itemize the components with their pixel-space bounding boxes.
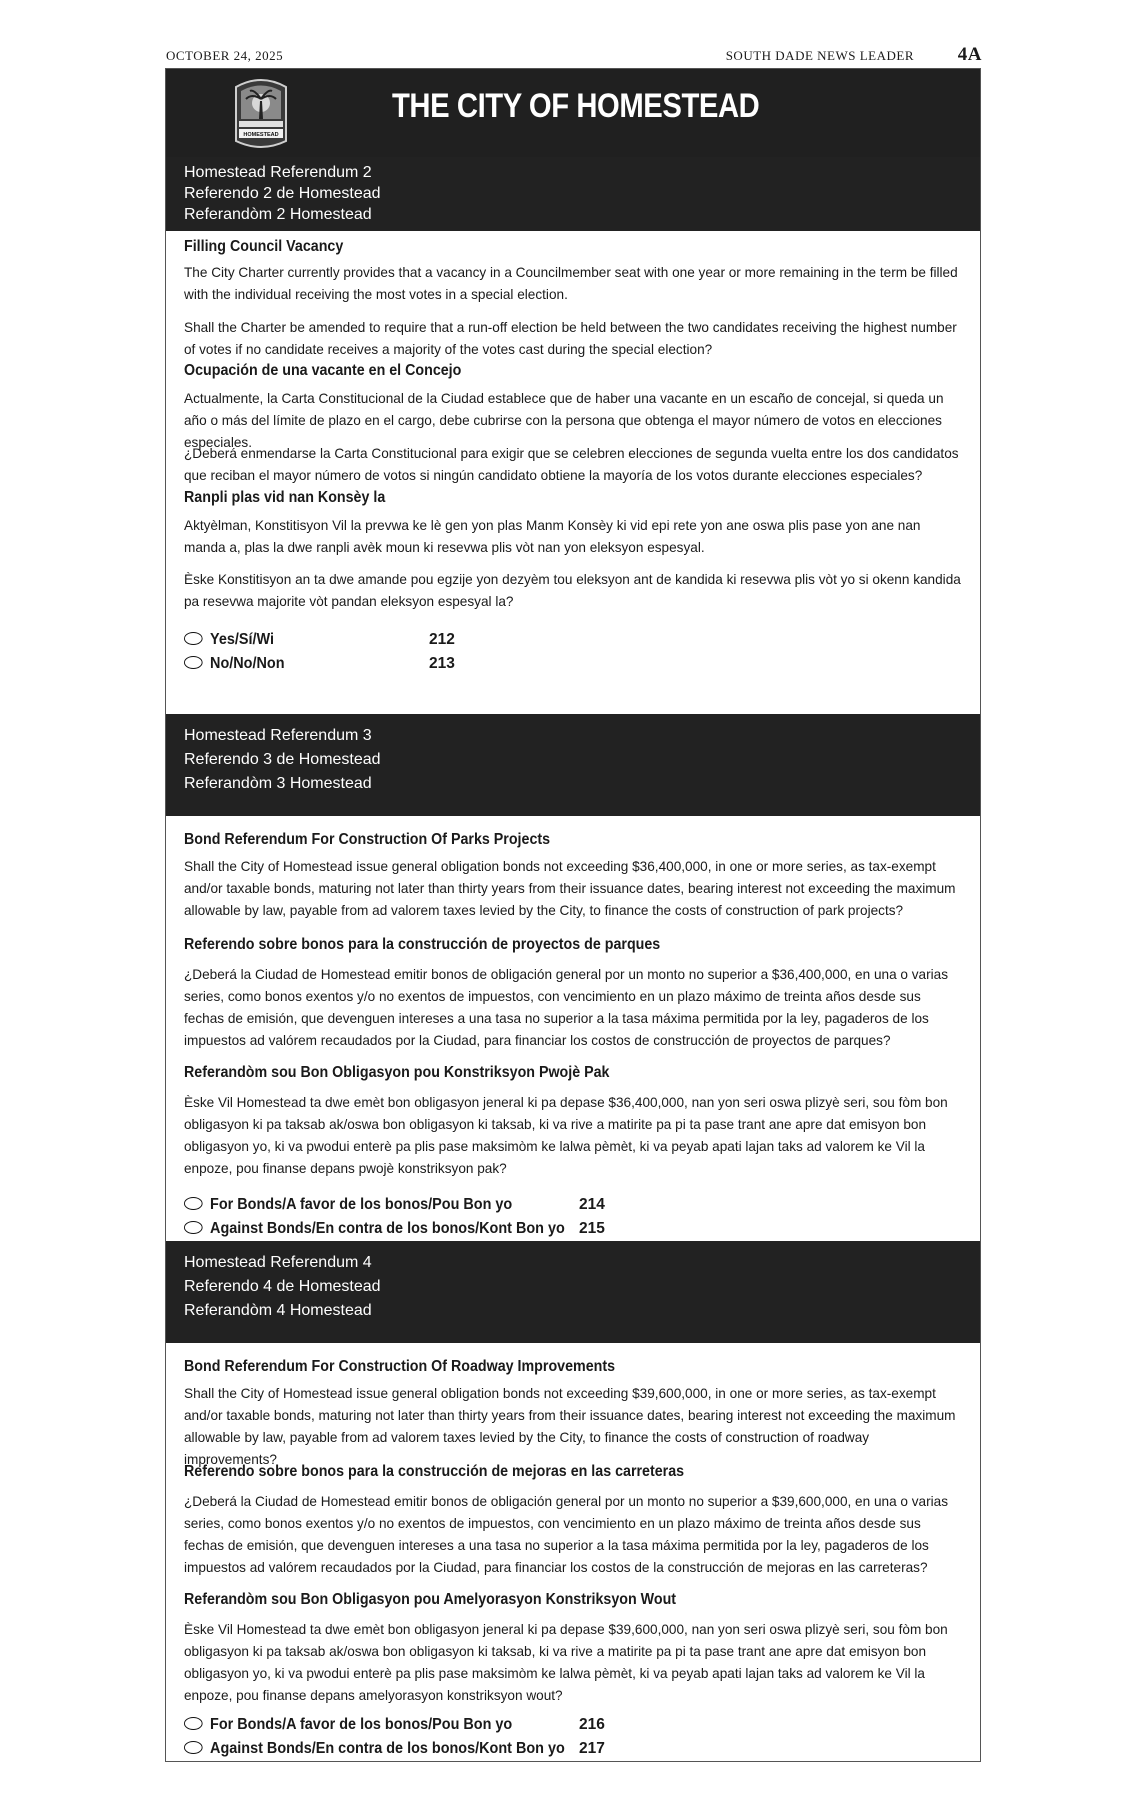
masthead bbox=[166, 44, 982, 66]
referendum-title-ht: Referandòm 4 Homestead bbox=[184, 1302, 372, 1319]
vote-option-for[interactable] bbox=[184, 1716, 512, 1734]
section-heading-en: Bond Referendum For Construction Of Roadway Improvements bbox=[184, 1358, 616, 1375]
choice-label: For Bonds/A favor de los bonos/Pou Bon yo bbox=[210, 1196, 513, 1213]
referendum-title-es: Referendo 3 de Homestead bbox=[184, 751, 381, 768]
page-number: 4A bbox=[957, 44, 982, 65]
section-heading-ht: Ranpli plas vid nan Konsèy la bbox=[184, 489, 386, 506]
choice-code: 213 bbox=[429, 655, 455, 672]
referendum-title-es: Referendo 2 de Homestead bbox=[184, 185, 381, 202]
choice-code: 217 bbox=[579, 1740, 605, 1757]
issue-date: OCTOBER 24, 2025 bbox=[166, 48, 284, 63]
paragraph: Èske Vil Homestead ta dwe emèt bon obligasyon jeneral ki pa depase $36,400,000, nan yon seri oswa plizyè seri, sou fòm bon obligasyon ki pa taksab ak/oswa bon obligasyon ki taksab, ki va rive a matirite pa pi ta pase trant ane apre dat emisyon bon obligasyon yo, ki va pwodui enterè pa plis pase maksimòm ke lalwa pèmèt, ki va peyab apati lajan taks ad valorem ke Vil la enpoze, pou finanse depans pwojè konstriksyon pak? bbox=[184, 1095, 948, 1176]
vote-option-for[interactable] bbox=[184, 1196, 512, 1214]
title-bar bbox=[166, 69, 980, 157]
city-seal-icon bbox=[232, 75, 290, 149]
referendum-2-header bbox=[166, 157, 980, 231]
vote-oval-icon[interactable] bbox=[184, 1717, 203, 1730]
choice-label: Yes/Sí/Wi bbox=[210, 631, 275, 648]
vote-oval-icon[interactable] bbox=[184, 1221, 203, 1234]
choice-code: 212 bbox=[429, 631, 455, 648]
paragraph: Aktyèlman, Konstitisyon Vil la prevwa ke lè gen yon plas Manm Konsèy ki vid epi rete yon ane oswa plis pase yon ane nan manda a, plas la dwe ranpli avèk moun ki resevwa plis vòt nan yon eleksyon espesyal. bbox=[184, 518, 921, 555]
referendum-4-header bbox=[166, 1241, 980, 1343]
paragraph: Actualmente, la Carta Constitucional de la Ciudad establece que de haber una vacante en un escaño de concejal, si queda un año o más del límite de plazo en el cargo, debe cubrirse con la persona que obtenga el mayor número de votos en elecciones especiales. bbox=[184, 391, 944, 450]
section-heading-en: Bond Referendum For Construction Of Parks Projects bbox=[184, 831, 551, 848]
paragraph: ¿Deberá enmendarse la Carta Constitucional para exigir que se celebren elecciones de segunda vuelta entre los dos candidatos que reciban el mayor número de votos si ningún candidato obtiene la mayoría de los votos durante elecciones especiales? bbox=[184, 446, 959, 483]
vote-oval-icon[interactable] bbox=[184, 1741, 203, 1754]
referendum-title-en: Homestead Referendum 4 bbox=[184, 1254, 372, 1271]
paragraph: Èske Vil Homestead ta dwe emèt bon obligasyon jeneral ki pa depase $39,600,000, nan yon seri oswa plizyè seri, sou fòm bon obligasyon ki pa taksab ak/oswa bon obligasyon ki taksab, ki va rive a matirite pa pi ta pase trant ane apre dat emisyon bon obligasyon yo, ki va pwodui enterè pa plis pase maksimòm ke lalwa pèmèt, ki va peyab apati lajan taks ad valorem ke Vil la enpoze, pou finanse depans amelyorasyon konstriksyon wout? bbox=[184, 1622, 948, 1703]
vote-oval-icon[interactable] bbox=[184, 632, 203, 645]
vote-option-no[interactable] bbox=[184, 655, 285, 673]
referendum-title-en: Homestead Referendum 3 bbox=[184, 727, 372, 744]
paragraph: Shall the Charter be amended to require that a run-off election be held between the two candidates receiving the highest number of votes if no candidate receives a majority of the votes cast during the special election? bbox=[184, 320, 957, 357]
choice-label: No/No/Non bbox=[210, 655, 285, 672]
section-heading-es: Referendo sobre bonos para la construcción de mejoras en las carreteras bbox=[184, 1463, 685, 1480]
choice-code: 216 bbox=[579, 1716, 605, 1733]
paragraph: Shall the City of Homestead issue general obligation bonds not exceeding $36,400,000, in one or more series, as tax-exempt and/or taxable bonds, maturing not later than thirty years from their issuance dates, bearing interest not exceeding the maximum allowable by law, payable from ad valorem taxes levied by the City, to finance the costs of construction of park projects? bbox=[184, 859, 956, 918]
choice-label: For Bonds/A favor de los bonos/Pou Bon yo bbox=[210, 1716, 513, 1733]
paragraph: The City Charter currently provides that a vacancy in a Councilmember seat with one year or more remaining in the term be filled with the individual receiving the most votes in a special election. bbox=[184, 265, 958, 302]
referendum-title-en: Homestead Referendum 2 bbox=[184, 164, 372, 181]
referendum-3-header bbox=[166, 714, 980, 816]
choice-label: Against Bonds/En contra de los bonos/Kont Bon yo bbox=[210, 1220, 565, 1237]
vote-option-against[interactable] bbox=[184, 1220, 565, 1238]
page-title: THE CITY OF HOMESTEAD bbox=[392, 87, 760, 125]
vote-oval-icon[interactable] bbox=[184, 656, 203, 669]
paragraph: ¿Deberá la Ciudad de Homestead emitir bonos de obligación general por un monto no superior a $39,600,000, en una o varias series, como bonos exentos y/o no exentos de impuestos, con vencimiento en un plazo máximo de treinta años desde sus fechas de emisión, que devenguen intereses a una tasa no superior a la tasa máxima permitida por la ley, pagaderos de los impuestos ad valórem recaudados por la Ciudad, para financiar los costos de la construcción de mejoras en las carreteras? bbox=[184, 1494, 949, 1575]
section-heading-ht: Referandòm sou Bon Obligasyon pou Konstriksyon Pwojè Pak bbox=[184, 1064, 610, 1081]
referendum-2-body bbox=[184, 231, 964, 701]
choice-code: 215 bbox=[579, 1220, 605, 1237]
choice-code: 214 bbox=[579, 1196, 605, 1213]
referendum-title-es: Referendo 4 de Homestead bbox=[184, 1278, 381, 1295]
section-heading-en: Filling Council Vacancy bbox=[184, 238, 344, 255]
section-heading-es: Ocupación de una vacante en el Concejo bbox=[184, 362, 462, 379]
section-heading-es: Referendo sobre bonos para la construcción de proyectos de parques bbox=[184, 936, 661, 953]
ballot-notice bbox=[165, 68, 981, 1762]
paragraph: ¿Deberá la Ciudad de Homestead emitir bonos de obligación general por un monto no superior a $36,400,000, en una o varias series, como bonos exentos y/o no exentos de impuestos, con vencimiento en un plazo máximo de treinta años desde sus fechas de emisión, que devenguen intereses a una tasa no superior a la tasa máxima permitida por la ley, pagaderos de los impuestos ad valórem recaudados por la Ciudad, para financiar los costos de construcción de proyectos de parques? bbox=[184, 967, 949, 1048]
referendum-title-ht: Referandòm 3 Homestead bbox=[184, 775, 372, 792]
svg-text:HOMESTEAD: HOMESTEAD bbox=[243, 132, 279, 138]
paragraph: Èske Konstitisyon an ta dwe amande pou egzije yon dezyèm tou eleksyon ant de kandida ki resevwa plis vòt yo si okenn kandida pa resevwa majorite vòt pandan eleksyon espesyal la? bbox=[184, 572, 961, 609]
referendum-title-ht: Referandòm 2 Homestead bbox=[184, 206, 372, 223]
referendum-4-body bbox=[184, 1343, 964, 1758]
vote-option-against[interactable] bbox=[184, 1740, 565, 1758]
choice-label: Against Bonds/En contra de los bonos/Kont Bon yo bbox=[210, 1740, 565, 1757]
vote-oval-icon[interactable] bbox=[184, 1197, 203, 1210]
newspaper-name: SOUTH DADE NEWS LEADER bbox=[725, 48, 914, 63]
paragraph: Shall the City of Homestead issue general obligation bonds not exceeding $39,600,000, in one or more series, as tax-exempt and/or taxable bonds, maturing not later than thirty years from their issuance dates, bearing interest not exceeding the maximum allowable by law, payable from ad valorem taxes levied by the City, to finance the costs of construction of roadway improvements? bbox=[184, 1386, 956, 1467]
section-heading-ht: Referandòm sou Bon Obligasyon pou Amelyorasyon Konstriksyon Wout bbox=[184, 1591, 677, 1608]
referendum-3-body bbox=[184, 816, 964, 1296]
vote-option-yes[interactable] bbox=[184, 631, 274, 649]
